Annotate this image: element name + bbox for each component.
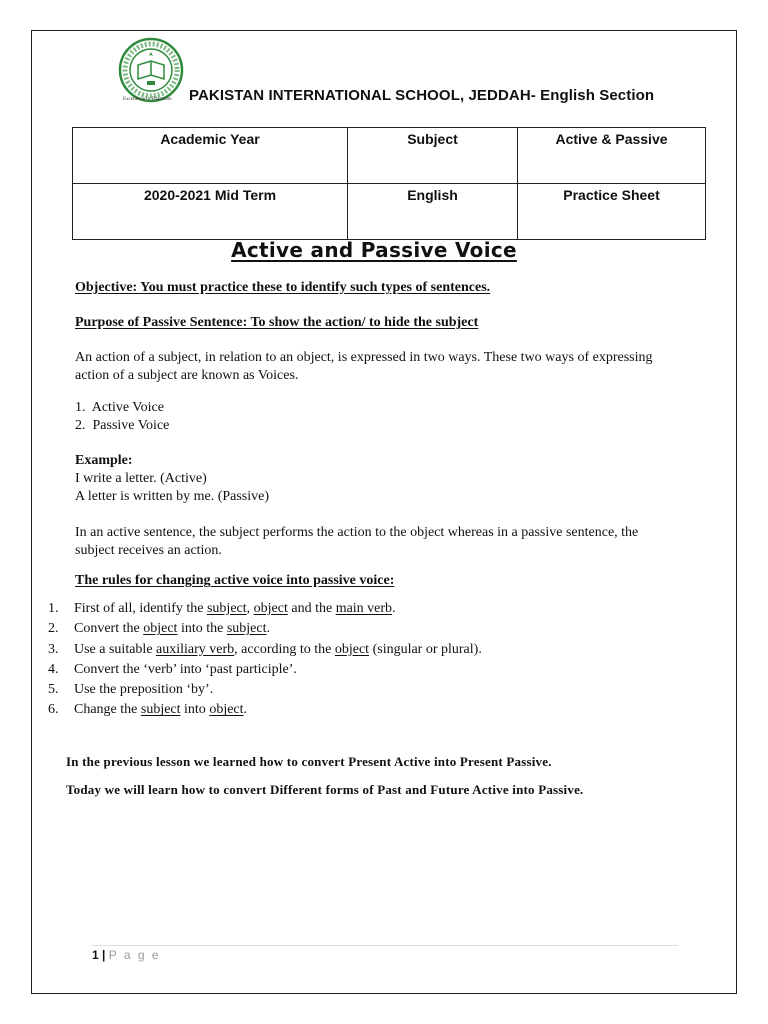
rule-number: 5. [48, 682, 59, 698]
rule-text: into the [177, 621, 227, 637]
school-logo [118, 37, 184, 103]
rule-text: , [246, 601, 254, 616]
rule-text: Change the [74, 702, 141, 718]
rule-keyword: subject [226, 621, 267, 637]
rule-keyword: subject [206, 601, 247, 616]
rules-list [48, 599, 482, 721]
rule-item [48, 700, 482, 720]
rule-text: First of all, identify the [74, 601, 207, 616]
rule-text: into [180, 702, 210, 718]
example-passive: A letter is written by me. (Passive) [75, 489, 270, 504]
rule-text: Convert the [74, 621, 144, 637]
rule-item [48, 619, 482, 639]
voice-item: 2. Passive Voice [75, 418, 170, 433]
rule-text: and the [287, 601, 336, 616]
rule-text: Use a suitable [74, 641, 157, 657]
rule-item [48, 680, 482, 700]
rule-text: (singular or plural). [369, 641, 482, 657]
rule-number: 6. [48, 702, 59, 718]
rule-keyword: main verb [335, 601, 393, 616]
example-active: I write a letter. (Active) [75, 471, 207, 486]
page-label: P a g e [108, 948, 161, 962]
table-cell: Practice Sheet [518, 184, 706, 240]
rule-keyword: object [334, 641, 370, 657]
rule-keyword: auxiliary verb [156, 641, 235, 657]
rule-keyword: subject [140, 702, 181, 718]
intro-paragraph: An action of a subject, in relation to an object, is expressed in two ways. These two ways of expressing action of a subject are known as Voices. [75, 350, 653, 383]
rule-keyword: object [143, 621, 178, 637]
page-number: 1 [92, 948, 99, 962]
info-table [72, 127, 706, 240]
rule-item [48, 660, 482, 680]
rule-item [48, 599, 482, 619]
table-cell: English [348, 184, 518, 240]
rule-keyword: object [209, 702, 244, 718]
school-name: PAKISTAN INTERNATIONAL SCHOOL, JEDDAH- English Section [189, 87, 655, 104]
table-row [73, 128, 706, 184]
table-cell: Academic Year [73, 128, 348, 184]
logo-caption: Excellence in Education [123, 97, 172, 102]
objective: Objective: You must practice these to identify such types of sentences. [75, 280, 491, 295]
table-cell: Subject [348, 128, 518, 184]
rule-keyword: object [253, 601, 288, 616]
footer-divider [92, 945, 678, 946]
rule-number: 3. [48, 641, 59, 657]
table-cell: 2020-2021 Mid Term [73, 184, 348, 240]
page-footer [92, 948, 161, 962]
previous-lesson: In the previous lesson we learned how to convert Present Active into Present Passive. [66, 754, 552, 769]
footer-separator: | [102, 948, 106, 962]
rule-text: Convert the ‘verb’ into ‘past participle’. [74, 661, 297, 677]
rule-number: 4. [48, 661, 59, 677]
purpose: Purpose of Passive Sentence: To show the action/ to hide the subject [75, 315, 479, 330]
table-cell: Active & Passive [518, 128, 706, 184]
rules-heading: The rules for changing active voice into passive voice: [75, 573, 395, 588]
rule-text: . [243, 702, 248, 718]
rule-text: . [266, 621, 270, 637]
rule-text: , according to the [234, 641, 335, 657]
page-title: Active and Passive Voice [231, 238, 517, 262]
rule-item [48, 640, 482, 660]
voice-item: 1. Active Voice [75, 400, 164, 415]
rule-number: 1. [48, 601, 59, 616]
rule-number: 2. [48, 621, 59, 637]
rule-text: . [392, 601, 396, 616]
table-row [73, 184, 706, 240]
example-heading: Example: [75, 453, 133, 468]
today-lesson: Today we will learn how to convert Different forms of Past and Future Active into Passive. [66, 782, 584, 797]
explanation-paragraph: In an active sentence, the subject performs the action to the object whereas in a passive sentence, the subject receives an action. [75, 525, 639, 558]
rule-text: Use the preposition ‘by’. [74, 682, 214, 698]
